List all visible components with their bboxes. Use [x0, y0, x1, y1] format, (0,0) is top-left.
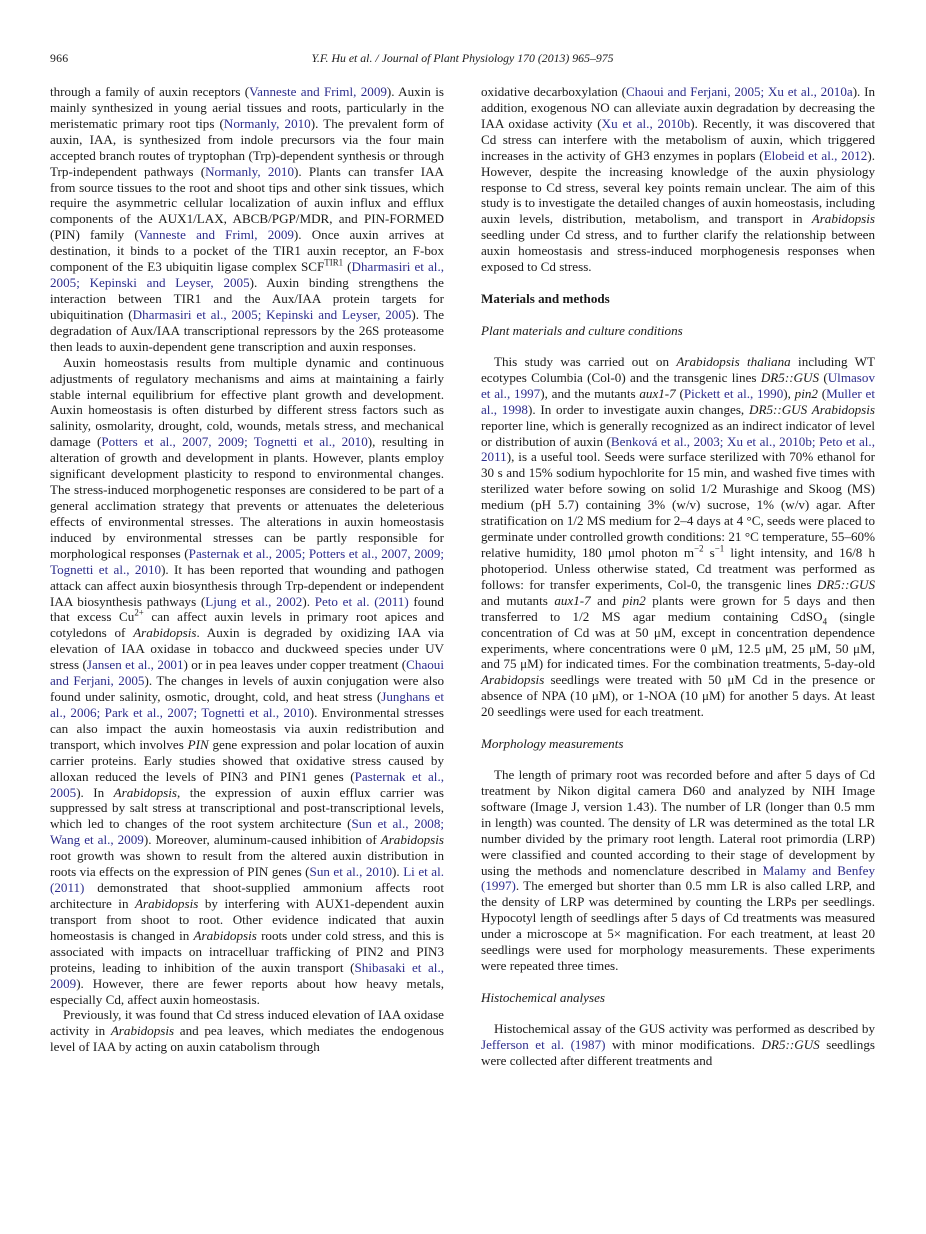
citation-link[interactable]: Benková et al., 2003; Xu et al., 2010b; Peto et al., 2011: [481, 433, 875, 465]
citation-link[interactable]: Jefferson et al. (1987): [481, 1036, 606, 1052]
subsection-heading: Histochemical analyses: [481, 990, 606, 1006]
paragraph: [481, 84, 875, 275]
paragraph: [481, 767, 875, 974]
subsection-heading: Morphology measurements: [481, 736, 624, 752]
citation-link[interactable]: Normanly, 2010: [205, 163, 295, 179]
running-title: Y.F. Hu et al. / Journal of Plant Physiology 170 (2013) 965–975: [311, 51, 614, 65]
body-text: The length of primary root was recorded before and after 5 days of Cd treatment by Nikon digital camera D60 and analyzed by NIH Image software (Image J, version 1.43). The number of LR (longer than 0.5 mm in length) was counted. The density of LR was determined as the total LR number divided by the primary root length. Lateral root primordia (LRP) were classified and counted according to their stage of development by using the methods and nomenclature described in: [481, 767, 875, 878]
left-column: [50, 84, 444, 1069]
italic-term: Arabidopsis: [380, 832, 444, 848]
subscript-text: 4: [822, 616, 828, 627]
body-text: gene expression and polar location of auxin carrier proteins. Early studies showed that oxidative stress caused by alloxan reduced the levels of PIN3 and PIN1 genes (: [50, 736, 444, 784]
italic-term: Arabidopsis: [811, 211, 875, 227]
citation-link[interactable]: Malamy and Benfey (1997): [481, 862, 875, 894]
body-text: by interfering with AUX1-dependent auxin transport from shoot to root. Other evidence indicated that auxin homeostasis is changed in: [50, 896, 444, 943]
italic-term: aux1-7: [554, 592, 591, 608]
body-text: seedling under Cd stress, and to further clarify the relationship between auxin homeostasis and stress-induced morphogenesis responses when exposed to Cd stress.: [481, 227, 875, 275]
body-text: (: [819, 369, 828, 385]
body-text: ),: [783, 385, 795, 401]
body-text: , the expression of auxin efflux carrier was suppressed by salt stress at transcriptional and post-transcriptional levels, which led to changes of the root system architecture (: [50, 784, 444, 832]
paragraph: [481, 354, 875, 720]
body-text: (: [817, 385, 827, 401]
citation-link[interactable]: Li et al. (2011): [50, 864, 444, 896]
body-text: ). However, there are fewer reports about how heavy metals, especially Cd, affect auxin homeostasis.: [50, 975, 444, 1007]
body-text: . Auxin is degraded by oxidizing IAA via elevation of IAA oxidase in tobacco and duckweed species under UV stress (: [50, 625, 444, 673]
body-text: reporter line, which is generally recognized as an indirect indicator of level or distribution of auxin (: [481, 417, 875, 449]
italic-term: DR5::GUS: [761, 1036, 820, 1052]
italic-term: DR5::GUS: [816, 576, 875, 592]
body-text: light intensity, and 16/8 h photoperiod. Unless otherwise stated, Cd treatment was performed as follows: for transfer experiments, Col-0, the transgenic lines: [481, 544, 875, 592]
body-text: ). The changes in levels of auxin conjugation were also found under salinity, osmotic, drought, cold, and heat stress (: [50, 673, 444, 705]
citation-link[interactable]: Sun et al., 2008; Wang et al., 2009: [50, 816, 445, 848]
italic-term: DR5::GUS Arabidopsis: [748, 401, 875, 417]
italic-term: PIN: [187, 736, 209, 752]
body-text: ). Auxin binding strengthens the interaction between TIR1 and the Aux/IAA protein targets for ubiquitination (: [50, 275, 444, 322]
body-text: with minor modifications.: [605, 1036, 762, 1052]
citation-link[interactable]: Pickett et al., 1990: [683, 385, 784, 401]
citation-link[interactable]: Shibasaki et al., 2009: [50, 959, 444, 991]
italic-term: aux1-7: [639, 385, 676, 401]
body-text: including WT ecotypes Columbia (Col-0) and the transgenic lines: [481, 353, 875, 385]
body-text: demonstrated that shoot-supplied ammonium affects root architecture in: [50, 880, 444, 912]
body-text: ), is a useful tool. Seeds were surface sterilized with 70% ethanol for 30 s and 15% sodium hypochlorite for 15 min, and washed five times with sterilized water before sowing on solid 1/2 Murashige and Skoog (MS) medium (pH 5.7) containing 3% (w/v) sucrose, 1% (w/v) agar. After stratification on 1/2 MS medium for 2–4 days at 4 °C, seeds were placed to germinate under controlled growth conditions: 21 °C temperature, 55–60% relative humidity, 180 μmol photon m: [481, 449, 875, 560]
italic-term: Arabidopsis: [113, 784, 177, 800]
body-text: ). In order to investigate auxin changes,: [527, 401, 749, 417]
body-text: Auxin homeostasis results from multiple dynamic and continuous adjustments of regulatory mechanisms and aims at maintaining a fairly stable internal equilibrium for effective plant growth and development. Auxin homeostasis is often disturbed by different stress factors such as salinity, osmolarity, drought, cold, wounds, metals stress, and mechanical damage (: [50, 354, 444, 450]
two-column-body: [50, 84, 875, 1069]
body-text: seedlings were collected after different treatments and: [481, 1036, 875, 1068]
citation-link[interactable]: Pasternak et al., 2005: [50, 768, 444, 800]
citation-link[interactable]: Jansen et al., 2001: [86, 657, 184, 673]
body-text: ).: [302, 593, 315, 609]
italic-term: pin2: [622, 592, 646, 608]
running-head: [50, 51, 875, 67]
body-text: (single concentration of Cd was at 50 μM, except in concentration dependence experiments, where concentrations were 0 μM, 12.5 μM, 25 μM, 50 μM, and 75 μM) for indicated times. For the combination treatments, 5-day-old: [481, 608, 875, 672]
superscript-text: 2+: [134, 608, 144, 619]
paragraph: [50, 1007, 444, 1055]
citation-link[interactable]: Junghans et al., 2006; Park et al., 2007; Tognetti et al., 2010: [50, 689, 444, 720]
citation-link[interactable]: Sun et al., 2010: [309, 864, 393, 880]
body-text: ). Once auxin arrives at destination, it binds to a pocket of the TIR1 auxin receptor, an F-box component of the E3 ubiquitin ligase complex SCF: [50, 227, 444, 275]
body-text: root growth was shown to result from the altered auxin distribution in roots via effects on the expression of PIN genes (: [50, 848, 444, 880]
citation-link[interactable]: Potters et al., 2007, 2009; Tognetti et al., 2010: [101, 434, 368, 450]
body-text: ). The prevalent form of auxin, IAA, is synthesized from indole precursors via the four main accepted branch routes of tryptophan (Trp)-dependent synthesis or through Trp-independent pathways (: [50, 115, 444, 179]
body-text: found that excess Cu: [50, 593, 444, 625]
section-heading: Materials and methods: [481, 291, 610, 307]
body-text: Histochemical assay of the GUS activity was performed as described by: [494, 1020, 875, 1036]
italic-term: Arabidopsis: [110, 1023, 175, 1039]
right-column: [481, 84, 875, 1069]
citation-link[interactable]: Ljung et al., 2002: [205, 593, 303, 609]
paragraph: [50, 84, 444, 355]
body-text: Previously, it was found that Cd stress induced elevation of IAA oxidase activity in: [50, 1007, 444, 1039]
body-text: plants were grown for 5 days and then transferred to 1/2 MS agar medium containing CdSO: [481, 592, 875, 624]
citation-link[interactable]: Dharmasiri et al., 2005; Kepinski and Leyser, 2005: [50, 259, 444, 291]
body-text: ). It has been reported that wounding and pathogen attack can affect auxin biosynthesis through Trp-dependent or independent IAA biosynthesis pathways (: [50, 561, 444, 609]
body-text: ). Environmental stresses can also impact the auxin homeostasis via auxin redistribution and transport, which involves: [50, 704, 445, 752]
citation-link[interactable]: Dharmasiri et al., 2005; Kepinski and Leyser, 2005: [132, 306, 412, 322]
superscript-text: −2: [694, 543, 704, 554]
italic-term: Arabidopsis: [193, 927, 257, 943]
body-text: seedlings were treated with 50 μM Cd in the presence or absence of NPA (10 μM), or 1-NOA (10 μM) for another 5 days. At least 20 seedlings were used for each treatment.: [481, 672, 875, 720]
subsection-heading: Plant materials and culture conditions: [481, 322, 683, 338]
page-number: 966: [50, 51, 69, 65]
superscript-text: TIR1: [324, 257, 344, 268]
body-text: ). In: [76, 784, 114, 800]
body-text: and mutants: [481, 592, 555, 608]
italic-term: Arabidopsis: [133, 625, 197, 641]
body-text: ), and the mutants: [540, 385, 640, 401]
body-text: (: [675, 385, 684, 401]
body-text: through a family of auxin receptors (: [50, 84, 250, 99]
citation-link[interactable]: Chaoui and Ferjani, 2005: [50, 657, 444, 689]
italic-term: pin2: [794, 385, 818, 401]
paragraph: [481, 1021, 875, 1069]
italic-term: Arabidopsis: [135, 896, 199, 912]
body-text: ).: [392, 864, 404, 880]
body-text: ), resulting in alteration of growth and development in plants. However, plants employ significant development plasticity to respond to environmental changes. The stress-induced morphogenetic responses are considered to be part of a general acclimation strategy that prevents or attenuates the deleterious effects of environmental stresses. The alterations in auxin homeostasis induced by environmental stresses can be partly responsible for morphological responses (: [50, 434, 445, 561]
body-text: (: [343, 259, 352, 275]
citation-link[interactable]: Elobeid et al., 2012: [763, 147, 868, 163]
body-text: oxidative decarboxylation (: [481, 84, 626, 99]
body-text: . The emerged but shorter than 0.5 mm LR is also called LRP, and the density of LRP was determined by counting the LRPs per seedlings. Hypocotyl length of seedlings after 5 days of Cd treatments was measured under a microscope at 5× magnification. For each treatment, at least 20 seedlings were used for morphology measurements. These experiments were repeated three times.: [481, 878, 875, 974]
citation-link[interactable]: Chaoui and Ferjani, 2005; Xu et al., 2010a: [625, 84, 853, 99]
body-text: ). Auxin is mainly synthesized in young aerial tissues and roots, particularly in the meristematic primary root tips (: [50, 84, 444, 131]
body-text: and: [590, 592, 623, 608]
body-text: roots under cold stress, and this is associated with impacts on intracelluar trafficking of PIN2 and PIN3 proteins, leading to inhibition of the auxin transport (: [50, 927, 444, 975]
body-text: ). Moreover, aluminum-caused inhibition of: [143, 832, 381, 848]
body-text: ). Recently, it was discovered that Cd stress can interfere with the metabolism of auxin, which triggered increases in the activity of GH3 enzymes in poplars (: [481, 115, 875, 163]
body-text: ). Plants can transfer IAA from source tissues to the root and shoot tips and other sink tissues, which require the asymmetric cellular localization of auxin influx and efflux components of the AUX1/LAX, ABCB/PGP/MDR, and PIN-FORMED (PIN) family (: [50, 163, 444, 243]
citation-link[interactable]: Vanneste and Friml, 2009: [138, 227, 294, 243]
italic-term: DR5::GUS: [760, 369, 820, 385]
body-text: and pea leaves, which mediates the endogenous level of IAA by acting on auxin catabolism through: [50, 1023, 444, 1055]
body-text: ). However, despite the increasing knowledge of the auxin physiology response to Cd stress, several key points remain unclear. The aim of this study is to investigate the detailed changes of auxin homeostasis, including auxin levels, distribution, metabolism, and transport in: [481, 147, 875, 227]
citation-link[interactable]: Vanneste and Friml, 2009: [249, 84, 387, 99]
citation-link[interactable]: Peto et al. (2011): [314, 593, 409, 609]
citation-link[interactable]: Muller et al., 1998: [481, 385, 875, 417]
body-text: ). The degradation of Aux/IAA transcriptional repressors by the 26S proteasome then leads to auxin-dependent gene transcription and auxin responses.: [50, 306, 445, 354]
body-text: ) or in pea leaves under copper treatment (: [183, 657, 407, 673]
italic-term: Arabidopsis thaliana: [676, 353, 791, 369]
body-text: This study was carried out on: [494, 353, 677, 369]
citation-link[interactable]: Pasternak et al., 2005; Potters et al., 2007, 2009; Tognetti et al., 2010: [50, 545, 444, 577]
italic-term: Arabidopsis: [481, 672, 545, 688]
citation-link[interactable]: Xu et al., 2010b: [601, 115, 691, 131]
superscript-text: −1: [714, 543, 725, 554]
paragraph: [50, 355, 444, 1008]
body-text: s: [703, 544, 715, 560]
body-text: can affect auxin levels in primary root apices and cotyledons of: [50, 609, 444, 641]
body-text: ). In addition, exogenous NO can alleviate auxin degradation by decreasing the IAA oxidase activity (: [481, 84, 875, 131]
citation-link[interactable]: Ulmasov et al., 1997: [481, 369, 875, 401]
citation-link[interactable]: Normanly, 2010: [223, 115, 311, 131]
